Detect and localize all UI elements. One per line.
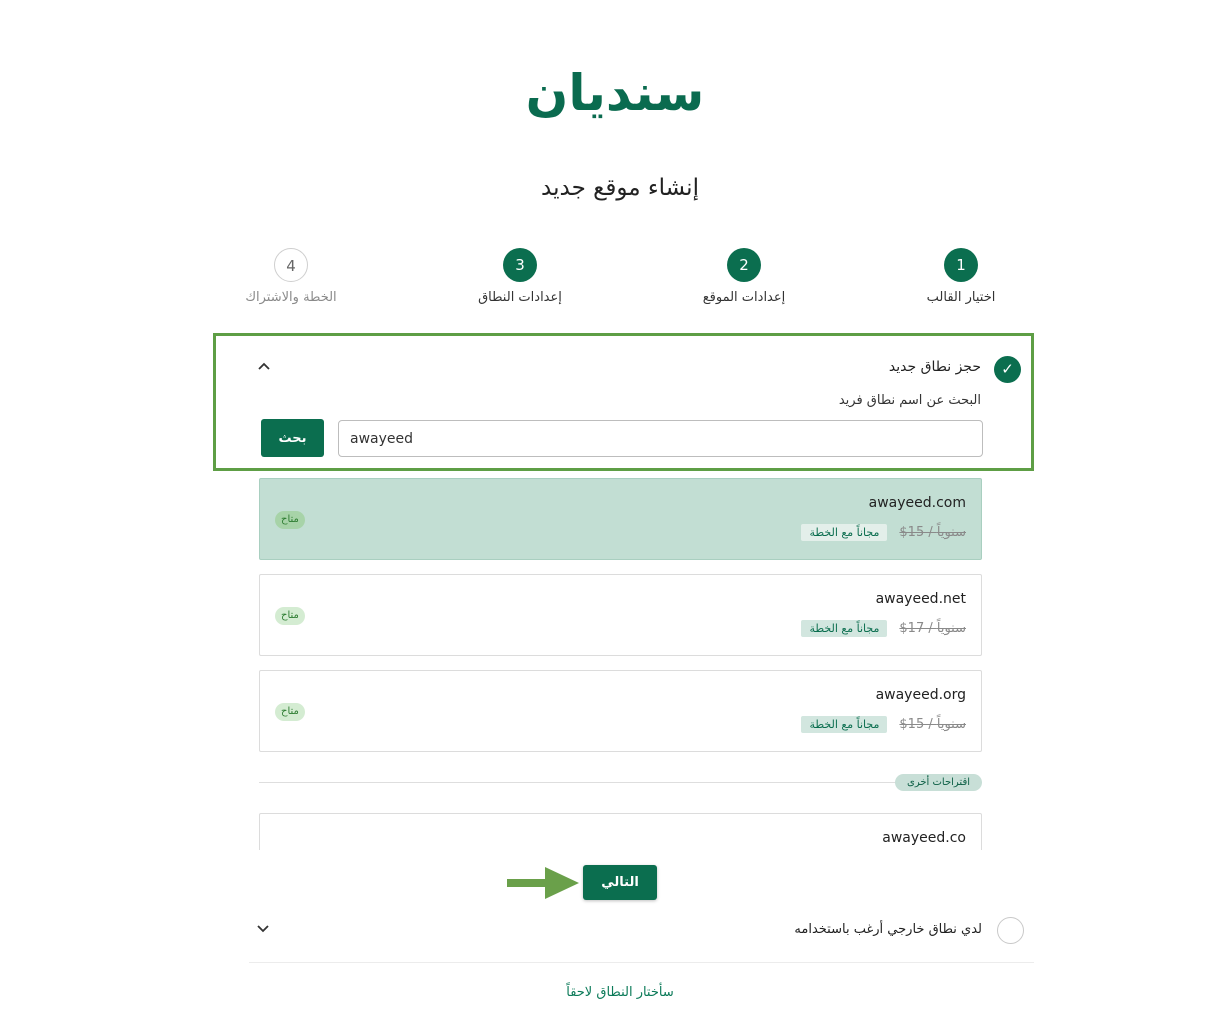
external-domain-radio[interactable] (997, 917, 1024, 944)
pointer-arrow-icon (505, 864, 581, 906)
choose-domain-later-link[interactable]: سأختار النطاق لاحقاً (566, 985, 674, 1000)
new-domain-radio[interactable] (994, 356, 1021, 383)
external-domain-option[interactable] (249, 910, 1034, 963)
step-choose-template[interactable] (871, 248, 1051, 305)
domain-name: awayeed.net (875, 591, 966, 607)
step-label: إعدادات النطاق (478, 290, 562, 305)
step-number: 4 (274, 248, 308, 282)
new-domain-panel (213, 333, 1034, 471)
step-number: 1 (944, 248, 978, 282)
free-with-plan-badge: مجاناً مع الخطة (801, 524, 887, 541)
domain-suggestion-row[interactable] (259, 813, 982, 850)
next-button[interactable]: التالي (583, 865, 657, 900)
step-label: اختيار القالب (926, 290, 996, 305)
available-badge: متاح (275, 703, 305, 721)
logo: سنديان (525, 64, 705, 122)
new-domain-title[interactable]: حجز نطاق جديد (888, 359, 981, 375)
available-badge: متاح (275, 511, 305, 529)
domain-results (259, 478, 982, 850)
step-site-settings[interactable] (654, 248, 834, 305)
available-badge: متاح (275, 607, 305, 625)
step-label: الخطة والاشتراك (245, 290, 337, 305)
other-suggestions-label: اقتراحات أخرى (895, 774, 982, 791)
old-price: $17 / سنوياً (899, 620, 966, 636)
external-domain-label: لدي نطاق خارجي أرغب باستخدامه (794, 922, 982, 937)
step-plan-subscription[interactable] (201, 248, 381, 305)
domain-result-row[interactable] (259, 670, 982, 752)
page-title: إنشاء موقع جديد (541, 175, 699, 201)
step-number: 2 (727, 248, 761, 282)
domain-search-input[interactable] (338, 420, 983, 457)
domain-name: awayeed.co (882, 830, 966, 846)
chevron-up-icon[interactable] (258, 358, 270, 374)
price-row (801, 618, 966, 638)
free-with-plan-badge: مجاناً مع الخطة (801, 620, 887, 637)
price-row (801, 522, 966, 542)
old-price: $15 / سنوياً (899, 524, 966, 540)
suggestions-divider (259, 782, 982, 783)
domain-name: awayeed.org (875, 687, 966, 703)
step-number: 3 (503, 248, 537, 282)
check-icon: ✓ (1001, 360, 1014, 378)
step-domain-settings[interactable] (430, 248, 610, 305)
price-row (801, 714, 966, 734)
domain-name: awayeed.com (868, 495, 966, 511)
search-button[interactable]: بحث (261, 419, 324, 457)
old-price: $15 / سنوياً (899, 716, 966, 732)
step-label: إعدادات الموقع (702, 290, 786, 305)
search-label: البحث عن اسم نطاق فريد (838, 393, 981, 408)
domain-result-row[interactable] (259, 478, 982, 560)
domain-result-row[interactable] (259, 574, 982, 656)
chevron-down-icon[interactable] (257, 921, 269, 937)
free-with-plan-badge: مجاناً مع الخطة (801, 716, 887, 733)
